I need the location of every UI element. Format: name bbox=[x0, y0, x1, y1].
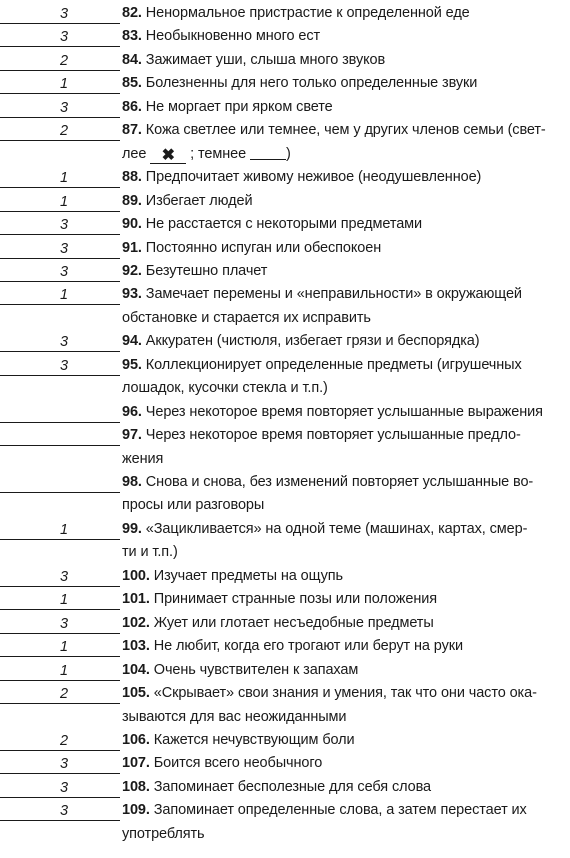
question-text: Боится всего необычного bbox=[153, 755, 323, 772]
question-number: 104. bbox=[122, 661, 150, 678]
question-text: Через некоторое время повторяет услышанные выражения bbox=[145, 403, 543, 420]
answer-field[interactable] bbox=[0, 356, 120, 376]
question-number: 88. bbox=[122, 169, 142, 186]
answer-field[interactable] bbox=[0, 192, 120, 212]
answer-field[interactable] bbox=[0, 262, 120, 282]
answer-field[interactable] bbox=[0, 74, 120, 94]
answer-field[interactable] bbox=[0, 637, 120, 657]
question-text: Зажимает уши, слыша много звуков bbox=[145, 51, 386, 68]
question-number: 96. bbox=[122, 403, 142, 420]
question-number: 107. bbox=[122, 755, 150, 772]
answer-field[interactable] bbox=[0, 731, 120, 751]
answer-score: 2 bbox=[59, 686, 69, 703]
question-text: Очень чувствителен к запахам bbox=[153, 661, 359, 678]
answer-score: 3 bbox=[59, 334, 69, 351]
question-text: Болезненны для него только определенные звуки bbox=[145, 75, 478, 92]
answer-field[interactable] bbox=[0, 778, 120, 798]
answer-score: 3 bbox=[59, 217, 69, 234]
question-text: Запоминает определенные слова, а затем перестает их bbox=[153, 802, 527, 819]
question-text: Запоминает бесполезные для себя слова bbox=[153, 778, 431, 795]
answer-score: 3 bbox=[59, 263, 69, 280]
question-text: просы или разговоры bbox=[122, 497, 265, 514]
question-number: 97. bbox=[122, 427, 142, 444]
question-text: Жует или глотает несъедобные предметы bbox=[153, 614, 434, 631]
question-text: Не расстается с некоторыми предметами bbox=[145, 216, 423, 233]
answer-field[interactable] bbox=[0, 4, 120, 24]
answer-field[interactable] bbox=[0, 614, 120, 634]
answer-field[interactable] bbox=[0, 520, 120, 540]
question-text: обстановке и старается их исправить bbox=[122, 309, 371, 326]
question-number: 95. bbox=[122, 356, 142, 373]
answer-score: 3 bbox=[59, 6, 69, 22]
question-text: Изучает предметы на ощупь bbox=[153, 567, 343, 584]
answer-field[interactable] bbox=[0, 98, 120, 118]
question-number: 109. bbox=[122, 802, 150, 819]
answer-field[interactable] bbox=[0, 473, 120, 493]
question-text: Безутешно плачет bbox=[145, 262, 268, 279]
question-number: 83. bbox=[122, 28, 142, 45]
answer-field[interactable] bbox=[0, 215, 120, 235]
question-text: «Зацикливается» на одной теме (машинах, картах, смер- bbox=[145, 520, 528, 537]
question-text: Аккуратен (чистюля, избегает грязи и беспорядка) bbox=[145, 333, 480, 350]
lighter-checkbox[interactable]: ✖ bbox=[150, 149, 186, 164]
answer-score: 1 bbox=[59, 662, 69, 679]
answer-field[interactable] bbox=[0, 590, 120, 610]
question-number: 103. bbox=[122, 638, 150, 655]
question-number: 98. bbox=[122, 474, 142, 490]
question-number: 100. bbox=[122, 567, 150, 584]
question-number: 90. bbox=[122, 216, 142, 233]
answer-field[interactable] bbox=[0, 684, 120, 704]
answer-field[interactable] bbox=[0, 51, 120, 71]
answer-field[interactable] bbox=[0, 239, 120, 259]
question-number: 101. bbox=[122, 591, 150, 608]
question-number: 91. bbox=[122, 239, 142, 256]
answer-score: 1 bbox=[59, 76, 69, 93]
question-number: 87. bbox=[122, 122, 142, 139]
question-text: Замечает перемены и «неправильности» в окружающей bbox=[145, 286, 522, 303]
question-text: ти и т.п.) bbox=[122, 544, 178, 561]
answer-field[interactable] bbox=[0, 661, 120, 681]
question-number: 85. bbox=[122, 75, 142, 92]
question-text: Коллекционирует определенные предметы (игрушечных bbox=[145, 356, 522, 373]
answer-field[interactable] bbox=[0, 168, 120, 188]
question-number: 106. bbox=[122, 731, 150, 748]
answer-score: 3 bbox=[59, 803, 69, 820]
question-text: Не моргает при ярком свете bbox=[145, 98, 333, 115]
answer-field[interactable] bbox=[0, 567, 120, 587]
answer-field[interactable] bbox=[0, 27, 120, 47]
answer-score: 1 bbox=[59, 287, 69, 304]
question-number: 102. bbox=[122, 614, 150, 631]
answer-score: 3 bbox=[59, 240, 69, 257]
question-text: Через некоторое время повторяет услышанные предло- bbox=[145, 427, 521, 444]
answer-score: 1 bbox=[59, 193, 69, 210]
question-text: Избегает людей bbox=[145, 192, 253, 209]
question-text: Снова и снова, без изменений повторяет услышанные во- bbox=[145, 474, 534, 490]
answer-score: 1 bbox=[59, 592, 69, 609]
question-number: 94. bbox=[122, 333, 142, 350]
closing-paren: ) bbox=[286, 145, 291, 162]
question-text: употреблять bbox=[122, 825, 205, 842]
question-text: зываются для вас неожиданными bbox=[122, 708, 347, 725]
answer-field[interactable] bbox=[0, 801, 120, 821]
answer-score: 3 bbox=[59, 756, 69, 773]
answer-field[interactable] bbox=[0, 121, 120, 141]
question-text: лее bbox=[122, 145, 147, 162]
question-text: Кажется нечувствующим боли bbox=[153, 731, 355, 748]
answer-score: 2 bbox=[59, 732, 69, 749]
question-text: Кожа светлее или темнее, чем у других членов семьи (свет- bbox=[145, 122, 546, 139]
question-number: 99. bbox=[122, 520, 142, 537]
answer-score: 2 bbox=[59, 123, 69, 140]
answer-score: 2 bbox=[59, 52, 69, 69]
answer-field[interactable] bbox=[0, 285, 120, 305]
question-text: Необыкновенно много ест bbox=[145, 28, 321, 45]
question-text: «Скрывает» свои знания и умения, так что они часто ока- bbox=[153, 685, 537, 702]
answer-score: 3 bbox=[59, 357, 69, 374]
answer-field[interactable] bbox=[0, 426, 120, 446]
question-text: жения bbox=[122, 450, 164, 467]
answer-score: 3 bbox=[59, 615, 69, 632]
question-text: Предпочитает живому неживое (неодушевленное) bbox=[145, 169, 482, 186]
answer-score: 1 bbox=[59, 521, 69, 538]
question-number: 92. bbox=[122, 262, 142, 279]
answer-score: 1 bbox=[59, 170, 69, 187]
question-number: 84. bbox=[122, 51, 142, 68]
question-text: Ненормальное пристрастие к определенной еде bbox=[145, 5, 470, 21]
question-text: Не любит, когда его трогают или берут на руки bbox=[153, 638, 463, 655]
question-number: 93. bbox=[122, 286, 142, 303]
answer-score: 1 bbox=[59, 639, 69, 656]
question-text: Постоянно испуган или обеспокоен bbox=[145, 239, 382, 256]
darker-label: ; темнее bbox=[190, 145, 247, 162]
question-text: лошадок, кусочки стекла и т.п.) bbox=[122, 380, 328, 397]
question-number: 89. bbox=[122, 192, 142, 209]
answer-field[interactable] bbox=[0, 754, 120, 774]
question-number: 82. bbox=[122, 5, 142, 21]
answer-score: 3 bbox=[59, 568, 69, 585]
answer-score: 3 bbox=[59, 99, 69, 116]
answer-field[interactable] bbox=[0, 403, 120, 423]
question-number: 105. bbox=[122, 685, 150, 702]
answer-field[interactable] bbox=[0, 332, 120, 352]
question-number: 86. bbox=[122, 98, 142, 115]
question-text: Принимает странные позы или положения bbox=[153, 591, 437, 608]
darker-checkbox[interactable] bbox=[250, 145, 286, 160]
question-number: 108. bbox=[122, 778, 150, 795]
answer-score: 3 bbox=[59, 779, 69, 796]
answer-score: 3 bbox=[59, 29, 69, 46]
